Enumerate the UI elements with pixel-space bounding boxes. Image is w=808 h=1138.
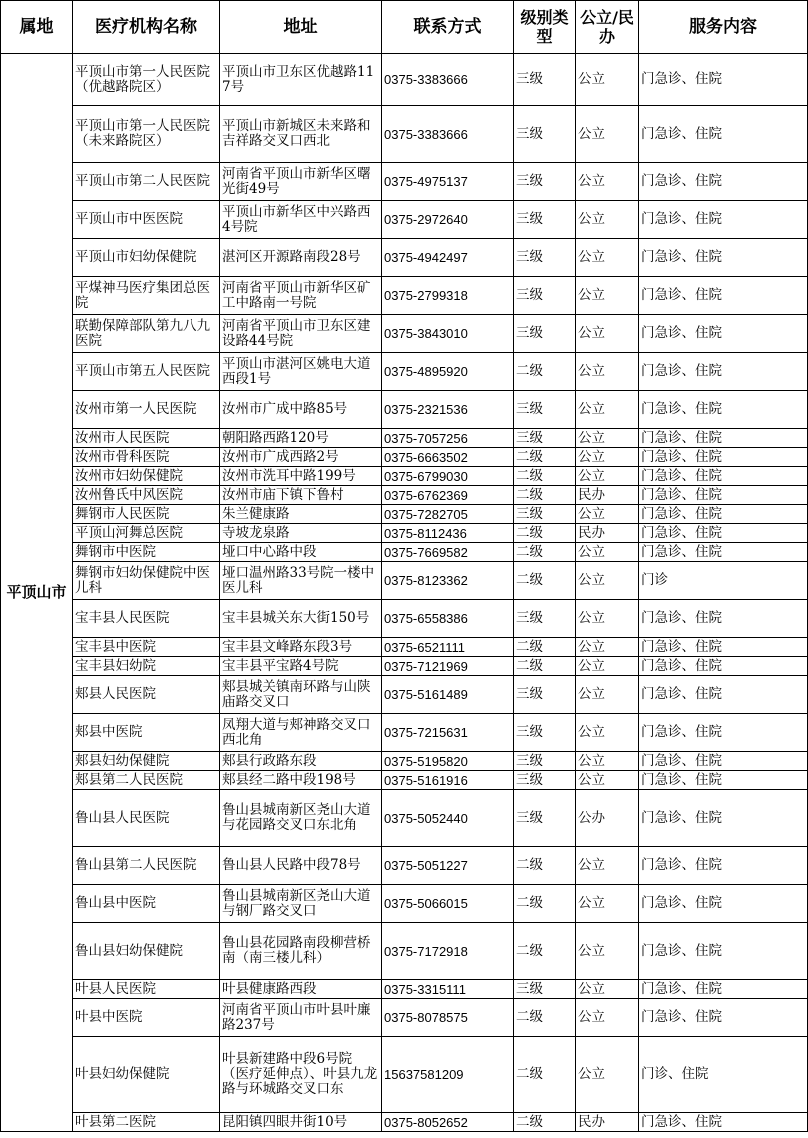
cell-type: 公立 — [576, 923, 639, 980]
table-row — [1, 505, 808, 524]
cell-name: 宝丰县妇幼院 — [73, 657, 220, 676]
cell-level: 三级 — [514, 315, 576, 353]
cell-level: 三级 — [514, 600, 576, 638]
cell-type: 公立 — [576, 391, 639, 429]
header-region: 属地 — [1, 1, 73, 54]
table-row — [1, 771, 808, 790]
table-row — [1, 562, 808, 600]
cell-phone: 0375-4942497 — [382, 239, 514, 277]
cell-service: 门急诊、住院 — [639, 448, 808, 467]
cell-service: 门诊、住院 — [639, 1037, 808, 1113]
cell-name: 汝州市骨科医院 — [73, 448, 220, 467]
cell-level: 二级 — [514, 353, 576, 391]
cell-address: 平顶山市新华区中兴路西4号院 — [220, 201, 382, 239]
header-address: 地址 — [220, 1, 382, 54]
table-row — [1, 315, 808, 353]
cell-level: 二级 — [514, 448, 576, 467]
cell-address: 郏县行政路东段 — [220, 752, 382, 771]
cell-service: 门急诊、住院 — [639, 486, 808, 505]
table-row — [1, 923, 808, 980]
cell-type: 公立 — [576, 600, 639, 638]
cell-phone: 0375-3315111 — [382, 980, 514, 999]
cell-name: 鲁山县人民医院 — [73, 790, 220, 847]
cell-service: 门急诊、住院 — [639, 163, 808, 201]
cell-name: 汝州市第一人民医院 — [73, 391, 220, 429]
cell-level: 二级 — [514, 885, 576, 923]
table-row — [1, 1037, 808, 1113]
cell-name: 平顶山市第一人民医院（未来路院区） — [73, 106, 220, 163]
table-row — [1, 54, 808, 106]
header-service: 服务内容 — [639, 1, 808, 54]
cell-service: 门急诊、住院 — [639, 657, 808, 676]
region-cell: 平顶山市 — [1, 54, 73, 1132]
cell-name: 叶县中医院 — [73, 999, 220, 1037]
cell-phone: 0375-3843010 — [382, 315, 514, 353]
cell-address: 平顶山市卫东区优越路117号 — [220, 54, 382, 106]
cell-service: 门急诊、住院 — [639, 847, 808, 885]
cell-address: 鲁山县城南新区尧山大道与钢厂路交叉口 — [220, 885, 382, 923]
cell-phone: 0375-8123362 — [382, 562, 514, 600]
cell-address: 鲁山县花园路南段柳营桥南（南三楼儿科） — [220, 923, 382, 980]
cell-service: 门急诊、住院 — [639, 638, 808, 657]
cell-phone: 0375-8052652 — [382, 1113, 514, 1132]
cell-service: 门急诊、住院 — [639, 315, 808, 353]
cell-name: 平顶山河舞总医院 — [73, 524, 220, 543]
cell-address: 汝州市广成西路2号 — [220, 448, 382, 467]
cell-address: 汝州市庙下镇下鲁村 — [220, 486, 382, 505]
cell-name: 汝州鲁氏中风医院 — [73, 486, 220, 505]
cell-service: 门急诊、住院 — [639, 790, 808, 847]
cell-type: 公立 — [576, 239, 639, 277]
cell-type: 公立 — [576, 714, 639, 752]
cell-level: 二级 — [514, 999, 576, 1037]
header-type: 公立/民办 — [576, 1, 639, 54]
header-row — [1, 1, 808, 54]
table-row — [1, 486, 808, 505]
cell-type: 公立 — [576, 467, 639, 486]
cell-name: 平顶山市妇幼保健院 — [73, 239, 220, 277]
cell-type: 公立 — [576, 277, 639, 315]
cell-address: 鲁山县城南新区尧山大道与花园路交叉口东北角 — [220, 790, 382, 847]
header-contact: 联系方式 — [382, 1, 514, 54]
table-row — [1, 106, 808, 163]
cell-name: 联勤保障部队第九八九医院 — [73, 315, 220, 353]
table-body — [1, 54, 808, 1132]
table-row — [1, 201, 808, 239]
cell-type: 公立 — [576, 448, 639, 467]
cell-name: 鲁山县妇幼保健院 — [73, 923, 220, 980]
header-name: 医疗机构名称 — [73, 1, 220, 54]
cell-phone: 0375-5161916 — [382, 771, 514, 790]
table-row — [1, 524, 808, 543]
cell-address: 河南省平顶山市新华区矿工中路南一号院 — [220, 277, 382, 315]
cell-phone: 0375-3383666 — [382, 54, 514, 106]
cell-address: 河南省平顶山市新华区曙光街49号 — [220, 163, 382, 201]
cell-address: 朝阳路西路120号 — [220, 429, 382, 448]
table-row — [1, 847, 808, 885]
table-row — [1, 980, 808, 999]
cell-level: 三级 — [514, 239, 576, 277]
cell-service: 门急诊、住院 — [639, 980, 808, 999]
table-row — [1, 543, 808, 562]
cell-type: 公立 — [576, 771, 639, 790]
cell-phone: 15637581209 — [382, 1037, 514, 1113]
cell-name: 平煤神马医疗集团总医院 — [73, 277, 220, 315]
cell-level: 三级 — [514, 163, 576, 201]
cell-service: 门急诊、住院 — [639, 505, 808, 524]
cell-service: 门急诊、住院 — [639, 429, 808, 448]
cell-type: 公立 — [576, 847, 639, 885]
cell-service: 门急诊、住院 — [639, 752, 808, 771]
table-row — [1, 163, 808, 201]
cell-level: 三级 — [514, 505, 576, 524]
cell-phone: 0375-5051227 — [382, 847, 514, 885]
cell-name: 郏县中医院 — [73, 714, 220, 752]
cell-level: 三级 — [514, 277, 576, 315]
cell-level: 二级 — [514, 1037, 576, 1113]
cell-level: 三级 — [514, 790, 576, 847]
cell-service: 门急诊、住院 — [639, 676, 808, 714]
cell-address: 湛河区开源路南段28号 — [220, 239, 382, 277]
cell-name: 郏县第二人民医院 — [73, 771, 220, 790]
cell-service: 门急诊、住院 — [639, 391, 808, 429]
cell-service: 门急诊、住院 — [639, 771, 808, 790]
cell-phone: 0375-6663502 — [382, 448, 514, 467]
cell-level: 三级 — [514, 201, 576, 239]
cell-level: 三级 — [514, 771, 576, 790]
cell-level: 三级 — [514, 391, 576, 429]
table-row — [1, 600, 808, 638]
cell-type: 公立 — [576, 106, 639, 163]
cell-address: 宝丰县平宝路4号院 — [220, 657, 382, 676]
table-row — [1, 638, 808, 657]
cell-address: 平顶山市湛河区姚电大道西段1号 — [220, 353, 382, 391]
cell-address: 宝丰县文峰路东段3号 — [220, 638, 382, 657]
cell-address: 鲁山县人民路中段78号 — [220, 847, 382, 885]
cell-address: 凤翔大道与郏神路交叉口西北角 — [220, 714, 382, 752]
cell-service: 门急诊、住院 — [639, 467, 808, 486]
cell-phone: 0375-7215631 — [382, 714, 514, 752]
cell-phone: 0375-5066015 — [382, 885, 514, 923]
cell-name: 汝州市人民医院 — [73, 429, 220, 448]
table-row — [1, 790, 808, 847]
cell-type: 公立 — [576, 885, 639, 923]
cell-name: 平顶山市中医医院 — [73, 201, 220, 239]
cell-service: 门急诊、住院 — [639, 353, 808, 391]
cell-name: 平顶山市第五人民医院 — [73, 353, 220, 391]
cell-phone: 0375-8078575 — [382, 999, 514, 1037]
cell-type: 民办 — [576, 524, 639, 543]
cell-address: 朱兰健康路 — [220, 505, 382, 524]
table-row — [1, 1113, 808, 1132]
cell-address: 汝州市广成中路85号 — [220, 391, 382, 429]
cell-level: 三级 — [514, 752, 576, 771]
cell-type: 公立 — [576, 562, 639, 600]
cell-name: 叶县第二医院 — [73, 1113, 220, 1132]
cell-service: 门急诊、住院 — [639, 54, 808, 106]
cell-address: 河南省平顶山市卫东区建设路44号院 — [220, 315, 382, 353]
cell-level: 二级 — [514, 486, 576, 505]
cell-level: 二级 — [514, 1113, 576, 1132]
table-row — [1, 239, 808, 277]
cell-level: 三级 — [514, 980, 576, 999]
cell-name: 鲁山县中医院 — [73, 885, 220, 923]
cell-name: 宝丰县人民医院 — [73, 600, 220, 638]
cell-type: 公立 — [576, 752, 639, 771]
cell-phone: 0375-7121969 — [382, 657, 514, 676]
cell-level: 二级 — [514, 562, 576, 600]
cell-phone: 0375-6762369 — [382, 486, 514, 505]
cell-service: 门急诊、住院 — [639, 524, 808, 543]
cell-type: 公办 — [576, 790, 639, 847]
cell-service: 门急诊、住院 — [639, 543, 808, 562]
cell-phone: 0375-5052440 — [382, 790, 514, 847]
cell-phone: 0375-5161489 — [382, 676, 514, 714]
cell-level: 三级 — [514, 714, 576, 752]
cell-address: 河南省平顶山市叶县叶廉路237号 — [220, 999, 382, 1037]
cell-type: 公立 — [576, 657, 639, 676]
cell-type: 民办 — [576, 486, 639, 505]
cell-name: 舞钢市人民医院 — [73, 505, 220, 524]
cell-address: 宝丰县城关东大街150号 — [220, 600, 382, 638]
cell-level: 二级 — [514, 543, 576, 562]
cell-address: 昆阳镇四眼井街10号 — [220, 1113, 382, 1132]
cell-level: 二级 — [514, 923, 576, 980]
cell-address: 平顶山市新城区未来路和吉祥路交叉口西北 — [220, 106, 382, 163]
header-level: 级别类型 — [514, 1, 576, 54]
table-row — [1, 676, 808, 714]
table-row — [1, 429, 808, 448]
cell-level: 二级 — [514, 657, 576, 676]
table-row — [1, 714, 808, 752]
cell-type: 民办 — [576, 1113, 639, 1132]
table-row — [1, 467, 808, 486]
cell-type: 公立 — [576, 353, 639, 391]
cell-phone: 0375-2972640 — [382, 201, 514, 239]
cell-phone: 0375-2799318 — [382, 277, 514, 315]
cell-level: 二级 — [514, 847, 576, 885]
cell-type: 公立 — [576, 999, 639, 1037]
cell-name: 叶县妇幼保健院 — [73, 1037, 220, 1113]
cell-phone: 0375-7282705 — [382, 505, 514, 524]
table-row — [1, 752, 808, 771]
cell-service: 门急诊、住院 — [639, 239, 808, 277]
cell-phone: 0375-7669582 — [382, 543, 514, 562]
cell-name: 鲁山县第二人民医院 — [73, 847, 220, 885]
cell-level: 三级 — [514, 676, 576, 714]
cell-address: 叶县新建路中段6号院（医疗延伸点）、叶县九龙路与环城路交叉口东 — [220, 1037, 382, 1113]
cell-name: 舞钢市中医院 — [73, 543, 220, 562]
cell-name: 郏县人民医院 — [73, 676, 220, 714]
cell-address: 垭口中心路中段 — [220, 543, 382, 562]
cell-name: 宝丰县中医院 — [73, 638, 220, 657]
table-row — [1, 277, 808, 315]
cell-name: 叶县人民医院 — [73, 980, 220, 999]
cell-level: 二级 — [514, 467, 576, 486]
cell-name: 平顶山市第一人民医院（优越路院区） — [73, 54, 220, 106]
cell-type: 公立 — [576, 543, 639, 562]
cell-type: 公立 — [576, 315, 639, 353]
cell-service: 门诊 — [639, 562, 808, 600]
cell-level: 三级 — [514, 54, 576, 106]
cell-address: 郏县经二路中段198号 — [220, 771, 382, 790]
cell-type: 公立 — [576, 201, 639, 239]
cell-phone: 0375-6521111 — [382, 638, 514, 657]
cell-type: 公立 — [576, 676, 639, 714]
cell-level: 三级 — [514, 429, 576, 448]
cell-name: 平顶山市第二人民医院 — [73, 163, 220, 201]
cell-phone: 0375-4975137 — [382, 163, 514, 201]
cell-phone: 0375-6558386 — [382, 600, 514, 638]
cell-service: 门急诊、住院 — [639, 106, 808, 163]
cell-type: 公立 — [576, 54, 639, 106]
cell-name: 舞钢市妇幼保健院中医儿科 — [73, 562, 220, 600]
cell-address: 叶县健康路西段 — [220, 980, 382, 999]
cell-phone: 0375-6799030 — [382, 467, 514, 486]
table-row — [1, 885, 808, 923]
cell-service: 门急诊、住院 — [639, 1113, 808, 1132]
cell-phone: 0375-8112436 — [382, 524, 514, 543]
table-row — [1, 353, 808, 391]
table-row — [1, 999, 808, 1037]
cell-type: 公立 — [576, 429, 639, 448]
cell-service: 门急诊、住院 — [639, 714, 808, 752]
cell-type: 公立 — [576, 980, 639, 999]
cell-level: 二级 — [514, 638, 576, 657]
cell-address: 汝州市洗耳中路199号 — [220, 467, 382, 486]
cell-phone: 0375-7172918 — [382, 923, 514, 980]
cell-address: 寺坡龙泉路 — [220, 524, 382, 543]
cell-name: 郏县妇幼保健院 — [73, 752, 220, 771]
cell-type: 公立 — [576, 638, 639, 657]
cell-service: 门急诊、住院 — [639, 600, 808, 638]
table-row — [1, 448, 808, 467]
cell-service: 门急诊、住院 — [639, 201, 808, 239]
cell-address: 垭口温州路33号院一楼中医儿科 — [220, 562, 382, 600]
cell-phone: 0375-4895920 — [382, 353, 514, 391]
cell-phone: 0375-3383666 — [382, 106, 514, 163]
cell-phone: 0375-5195820 — [382, 752, 514, 771]
cell-service: 门急诊、住院 — [639, 277, 808, 315]
cell-phone: 0375-7057256 — [382, 429, 514, 448]
cell-service: 门急诊、住院 — [639, 999, 808, 1037]
cell-level: 三级 — [514, 106, 576, 163]
table-row — [1, 391, 808, 429]
cell-phone: 0375-2321536 — [382, 391, 514, 429]
cell-type: 公立 — [576, 1037, 639, 1113]
cell-address: 郏县城关镇南环路与山陕庙路交叉口 — [220, 676, 382, 714]
cell-level: 二级 — [514, 524, 576, 543]
cell-type: 公立 — [576, 505, 639, 524]
cell-service: 门急诊、住院 — [639, 923, 808, 980]
cell-service: 门急诊、住院 — [639, 885, 808, 923]
cell-name: 汝州市妇幼保健院 — [73, 467, 220, 486]
cell-type: 公立 — [576, 163, 639, 201]
table-row — [1, 657, 808, 676]
